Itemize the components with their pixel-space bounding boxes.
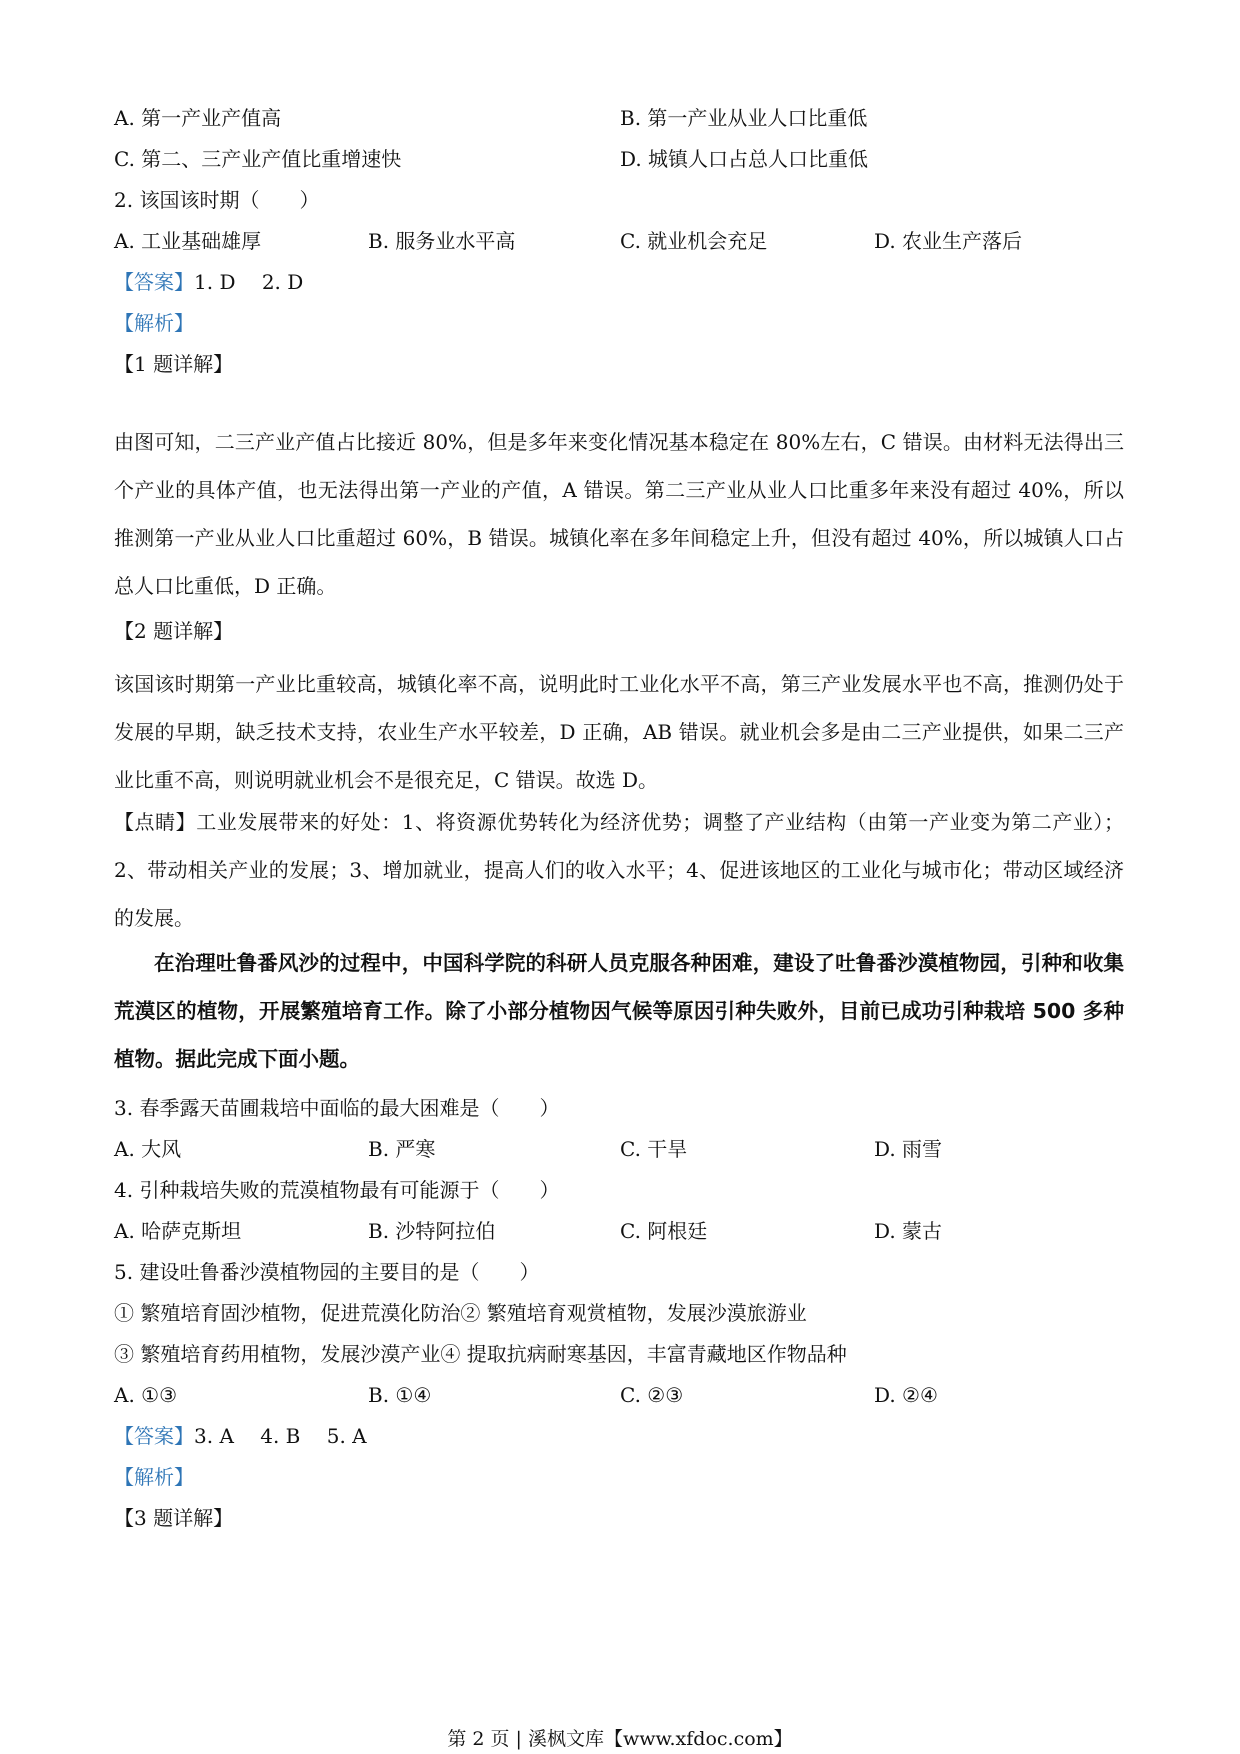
detail-1-tag: 【1 题详解】 bbox=[114, 352, 234, 376]
q5-option-b: B. ①④ bbox=[368, 1383, 432, 1407]
q1-option-c: C. 第二、三产业产值比重增速快 bbox=[114, 147, 402, 171]
answer-text-1: 1. D 2. D bbox=[194, 270, 304, 294]
analysis-block-1 bbox=[114, 308, 1124, 338]
q5-stem-text: 5. 建设吐鲁番沙漠植物园的主要目的是（ ） bbox=[114, 1260, 540, 1284]
answer-tag-2: 【答案】 bbox=[114, 1424, 194, 1448]
detail-2-tag: 【2 题详解】 bbox=[114, 619, 234, 643]
q4-option-c: C. 阿根廷 bbox=[620, 1219, 708, 1243]
q5-stem bbox=[114, 1257, 1124, 1287]
q5-line-1-text: ① 繁殖培育固沙植物，促进荒漠化防治② 繁殖培育观赏植物，发展沙漠旅游业 bbox=[114, 1301, 807, 1325]
q1-option-d: D. 城镇人口占总人口比重低 bbox=[620, 147, 869, 171]
q4-option-a: A. 哈萨克斯坦 bbox=[114, 1219, 242, 1243]
q4-options bbox=[114, 1216, 1124, 1246]
answer-tag-1: 【答案】 bbox=[114, 270, 194, 294]
q3-option-a: A. 大风 bbox=[114, 1137, 182, 1161]
page-footer: 第 2 页 | 溪枫文库【www.xfdoc.com】 bbox=[447, 1728, 793, 1750]
q5-option-c: C. ②③ bbox=[620, 1383, 684, 1407]
q4-option-b: B. 沙特阿拉伯 bbox=[368, 1219, 496, 1243]
q5-option-a: A. ①③ bbox=[114, 1383, 178, 1407]
q4-stem-text: 4. 引种栽培失败的荒漠植物最有可能源于（ ） bbox=[114, 1178, 560, 1202]
detail-3-heading bbox=[114, 1503, 1124, 1533]
q5-line-2-text: ③ 繁殖培育药用植物，发展沙漠产业④ 提取抗病耐寒基因，丰富青藏地区作物品种 bbox=[114, 1342, 847, 1366]
q5-options bbox=[114, 1380, 1124, 1410]
q3-stem-text: 3. 春季露天苗圃栽培中面临的最大困难是（ ） bbox=[114, 1096, 560, 1120]
analysis-tag-2: 【解析】 bbox=[114, 1465, 194, 1489]
q3-options bbox=[114, 1134, 1124, 1164]
answer-text-2: 3. A 4. B 5. A bbox=[194, 1424, 367, 1448]
detail-2-heading bbox=[114, 616, 1124, 646]
q2-option-b: B. 服务业水平高 bbox=[368, 229, 516, 253]
q5-choice-line-2 bbox=[114, 1339, 1124, 1369]
q3-option-d: D. 雨雪 bbox=[874, 1137, 943, 1161]
q2-stem bbox=[114, 185, 1124, 215]
analysis-tag-1: 【解析】 bbox=[114, 311, 194, 335]
reading-passage: 在治理吐鲁番风沙的过程中，中国科学院的科研人员克服各种困难，建设了吐鲁番沙漠植物园，引种和收集荒漠区的植物，开展繁殖培育工作。除了小部分植物因气候等原因引种失败外，目前已成功引种栽培 500 多种植物。据此完成下面小题。 bbox=[114, 951, 1124, 1071]
dianjing-paragraph: 【点睛】工业发展带来的好处：1、将资源优势转化为经济优势；调整了产业结构（由第一产业变为第二产业）；2、带动相关产业的发展；3、增加就业，提高人们的收入水平；4、促进该地区的工业化与城市化；带动区域经济的发展。 bbox=[114, 810, 1124, 930]
q3-option-c: C. 干旱 bbox=[620, 1137, 688, 1161]
q2-stem-text: 2. 该国该时期（ ） bbox=[114, 188, 320, 212]
q1-option-b: B. 第一产业从业人口比重低 bbox=[620, 106, 868, 130]
q5-choice-line-1 bbox=[114, 1298, 1124, 1328]
q2-option-a: A. 工业基础雄厚 bbox=[114, 229, 262, 253]
q2-options bbox=[114, 226, 1124, 256]
q3-stem bbox=[114, 1093, 1124, 1123]
answer-block-1 bbox=[114, 267, 1124, 297]
detail-3-tag: 【3 题详解】 bbox=[114, 1506, 234, 1530]
q2-option-c: C. 就业机会充足 bbox=[620, 229, 768, 253]
analysis-block-2 bbox=[114, 1462, 1124, 1492]
detail-1-heading bbox=[114, 349, 1124, 379]
answer-block-2 bbox=[114, 1421, 1124, 1451]
detail-1-paragraph: 由图可知，二三产业产值占比接近 80%，但是多年来变化情况基本稳定在 80%左右，C 错误。由材料无法得出三个产业的具体产值，也无法得出第一产业的产值，A 错误。第二三产业从业人口比重多年来没有超过 40%，所以推测第一产业从业人口比重超过 60%，B 错误。城镇化率在多年间稳定上升，但没有超过 40%，所以城镇人口占总人口比重低，D 正确。 bbox=[114, 430, 1124, 598]
q3-option-b: B. 严寒 bbox=[368, 1137, 436, 1161]
q1-options-row-2 bbox=[114, 144, 1124, 174]
detail-2-paragraph: 该国该时期第一产业比重较高，城镇化率不高，说明此时工业化水平不高，第三产业发展水平也不高，推测仍处于发展的早期，缺乏技术支持，农业生产水平较差，D 正确，AB 错误。就业机会多是由二三产业提供，如果二三产业比重不高，则说明就业机会不是很充足，C 错误。故选 D。 bbox=[114, 672, 1124, 792]
q4-option-d: D. 蒙古 bbox=[874, 1219, 943, 1243]
q2-option-d: D. 农业生产落后 bbox=[874, 229, 1023, 253]
q1-option-a: A. 第一产业产值高 bbox=[114, 106, 282, 130]
q5-option-d: D. ②④ bbox=[874, 1383, 938, 1407]
q1-options-row-1 bbox=[114, 103, 1124, 133]
q4-stem bbox=[114, 1175, 1124, 1205]
